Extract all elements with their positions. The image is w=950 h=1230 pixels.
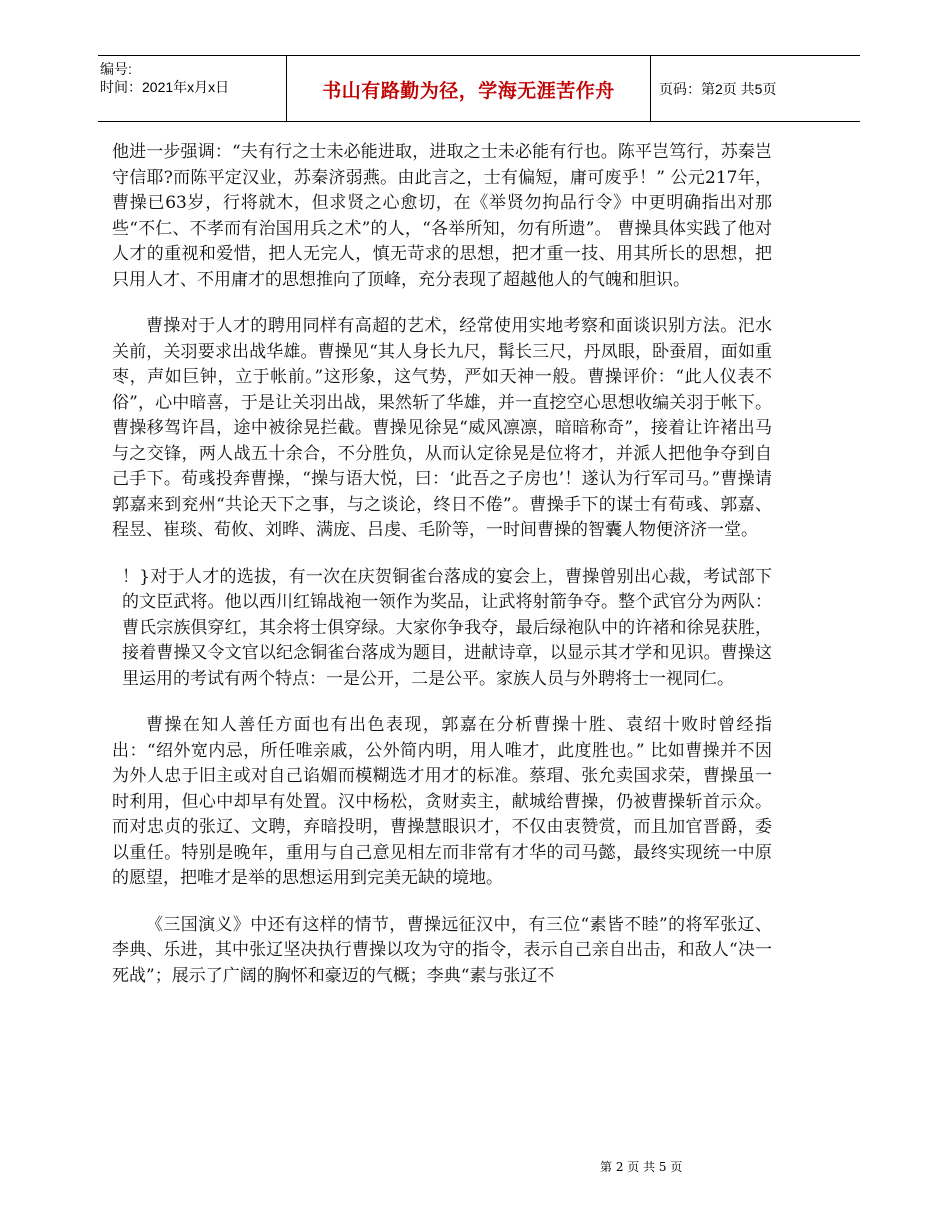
paragraph-gap [112,293,772,314]
paragraph-gap [112,692,772,713]
time-label: 时间：2021年x月x日 [100,79,230,95]
document-body [112,140,772,989]
paragraph-gap [112,544,772,565]
paragraph-4: 曹操在知人善任方面也有出色表现，郭嘉在分析曹操十胜、袁绍十败时曾经指出：“绍外宽内忌，所任唯亲戚，公外简内明，用人唯才，此度胜也。” 比如曹操并不因为外人忠于旧主或对自己谄媚而模糊选才用才的标准。蔡瑁、张允卖国求荣，曹操虽一时利用，但心中却早有处置。汉中杨松，贪财卖主，献城给曹操，仍被曹操斩首示众。而对忠贞的张辽、文聘，弃暗投明，曹操慧眼识才，不仅由衷赞赏，而且加官晋爵，委以重任。特别是晚年，重用与自己意见相左而非常有才华的司马懿，最终实现统一中原的愿望，把唯才是举的思想运用到完美无缺的境地。 [112,715,772,888]
code-label: 编号: [100,61,132,77]
header-page-info: 页码：第2页 共5页 [659,81,777,97]
paragraph-3: ！}对于人才的选拔，有一次在庆贺铜雀台落成的宴会上，曹操曾别出心裁，考试部下的文臣武将。他以西川红锦战袍一领作为奖品，让武将射箭争夺。整个武官分为两队：曹氏宗族俱穿红，其余将士俱穿绿。大家你争我夺，最后绿袍队中的许褚和徐晃获胜，接着曹操又令文官以纪念铜雀台落成为题目，进献诗章，以显示其才学和见识。曹操这里运用的考试有两个特点：一是公开，二是公平。家族人员与外聘将士一视同仁。 [122,566,772,689]
header-meta [100,60,229,96]
header-motto: 书山有路勤为径，学海无涯苦作舟 [322,79,615,102]
paragraph-5: 《三国演义》中还有这样的情节，曹操远征汉中，有三位“素皆不睦”的将军张辽、李典、乐进，其中张辽坚决执行曹操以攻为守的指令，表示自己亲自出击，和敌人“决一死战”；展示了广阔的胸怀和豪迈的气概；李典“素与张辽不 [112,914,772,986]
paragraph-gap [112,892,772,913]
footer-page-number: 第 2 页 共 5 页 [600,1160,683,1174]
page-header [98,55,860,122]
paragraph-2: 曹操对于人才的聘用同样有高超的艺术，经常使用实地考察和面谈识别方法。汜水关前，关羽要求出战华雄。曹操见“其人身长九尺，髯长三尺，丹凤眼，卧蚕眉，面如重枣，声如巨钟，立于帐前。”这形象，这气势，严如天神一般。曹操评价：“此人仪表不俗”，心中暗喜，于是让关羽出战，果然斩了华雄，并一直挖空心思想收编关羽于帐下。曹操移驾许昌，途中被徐晃拦截。曹操见徐晃“威风凛凛，暗暗称奇”，接着让许褚出马与之交锋，两人战五十余合，不分胜负，从而认定徐晃是位将才，并派人把他争夺到自己手下。荀彧投奔曹操，“操与语大悦，曰：‘此吾之子房也’！遂认为行军司马。”曹操请郭嘉来到兖州“共论天下之事，与之谈论，终日不倦”。曹操手下的谋士有荀彧、郭嘉、程昱、崔琰、荀攸、刘晔、满庞、吕虔、毛阶等，一时间曹操的智囊人物便济济一堂。 [112,316,772,540]
paragraph-1: 他进一步强调：“夫有行之士未必能进取，进取之士未必能有行也。陈平岂笃行，苏秦岂守信耶?而陈平定汉业，苏秦济弱燕。由此言之，士有偏短，庸可废乎！” 公元217年，曹操已63岁，行将就木，但求贤之心愈切，在《举贤勿拘品行令》中更明确指出对那些“不仁、不孝而有治国用兵之术”的人，“各举所知，勿有所遗”。 曹操具体实践了他对人才的重视和爱惜，把人无完人，慎无苛求的思想，把才重一技、用其所长的思想，把只用人才、不用庸才的思想推向了顶峰，充分表现了超越他人的气魄和胆识。 [112,142,772,290]
